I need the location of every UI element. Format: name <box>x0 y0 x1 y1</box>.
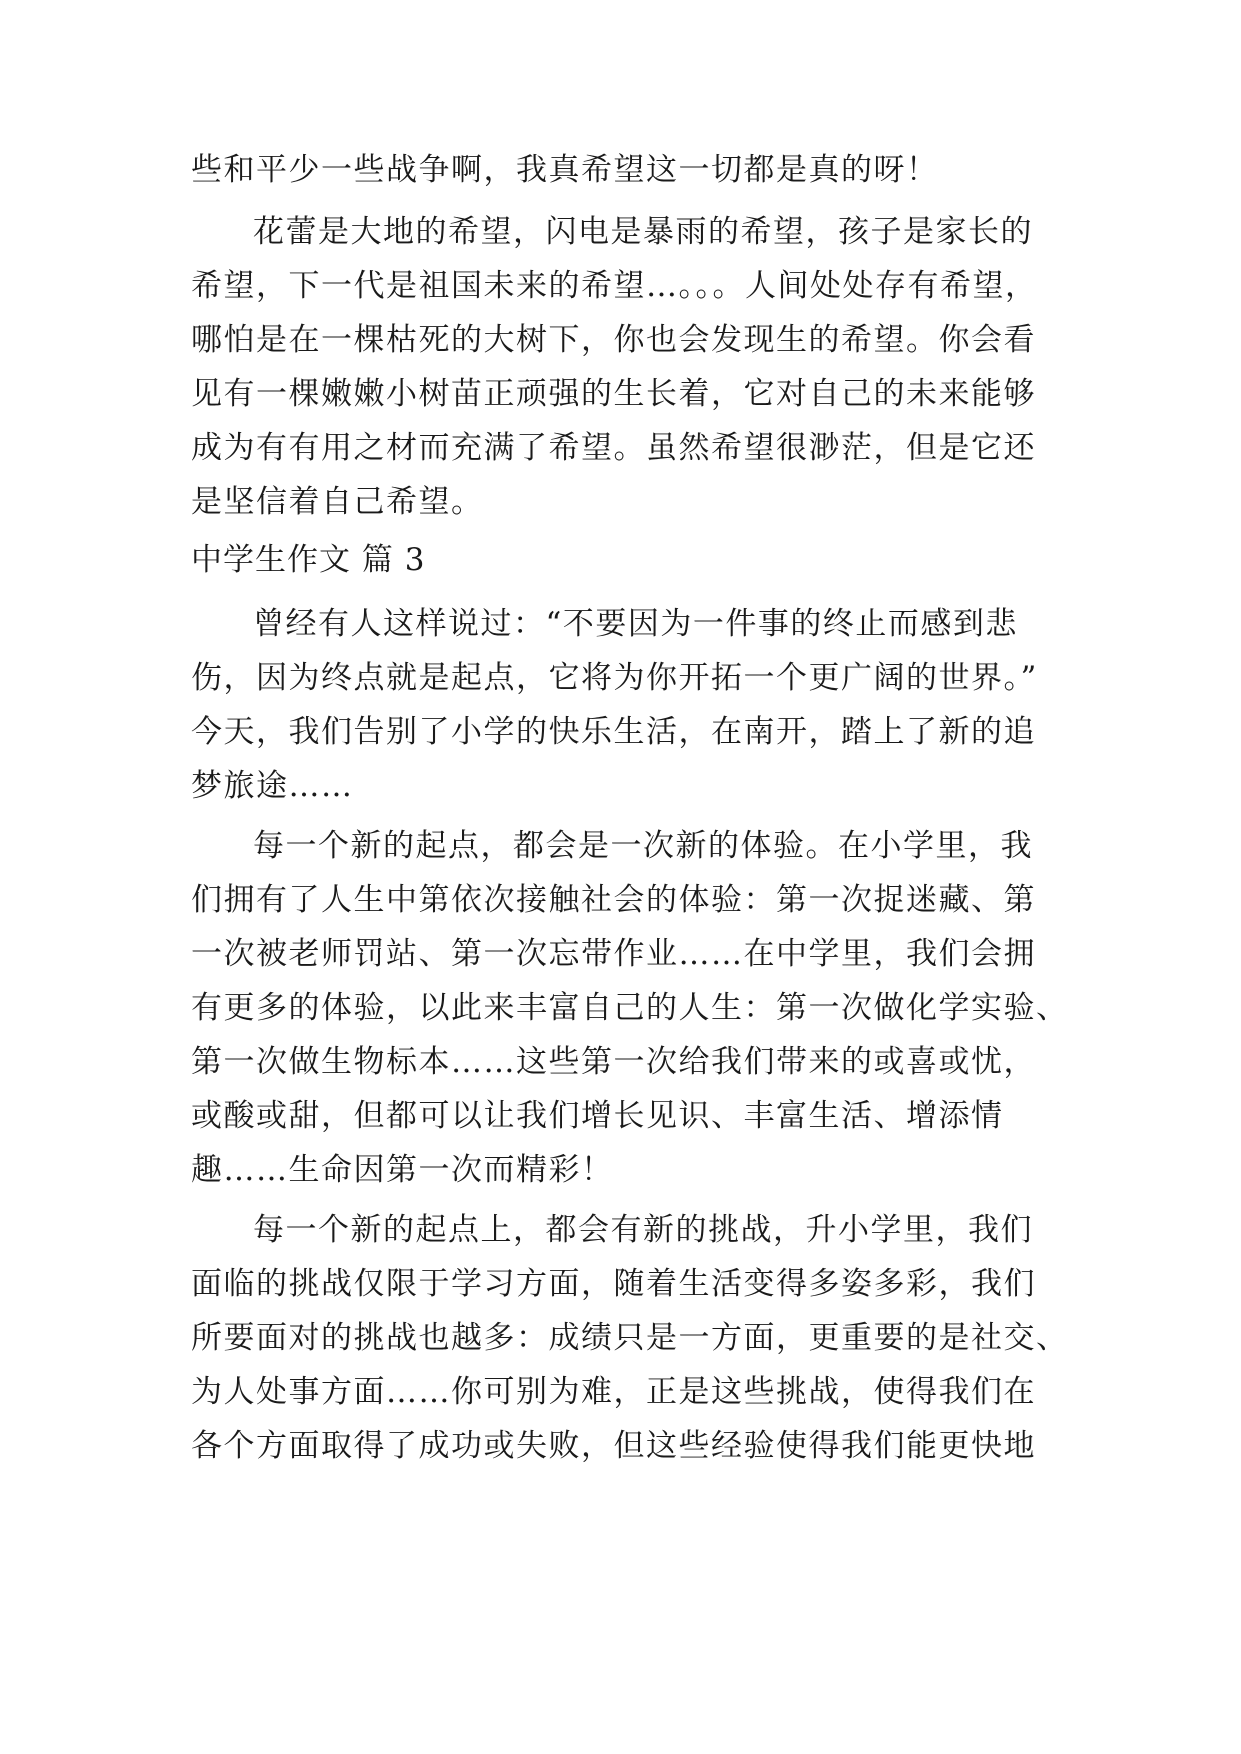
text-line: 所要面对的挑战也越多：成绩只是一方面，更重要的是社交、 <box>191 1320 1069 1356</box>
text-line: 成为有有用之材而充满了希望。虽然希望很渺茫，但是它还 <box>191 430 1036 466</box>
paragraph-first-line: 每一个新的起点上，都会有新的挑战，升小学里，我们 <box>253 1212 1033 1248</box>
text-line: 有更多的体验，以此来丰富自己的人生：第一次做化学实验、 <box>191 990 1069 1026</box>
text-line: 趣……生命因第一次而精彩！ <box>191 1152 614 1188</box>
text-line: 今天，我们告别了小学的快乐生活，在南开，踏上了新的追 <box>191 714 1036 750</box>
text-line: 各个方面取得了成功或失败，但这些经验使得我们能更快地 <box>191 1428 1036 1464</box>
paragraph-first-line: 花蕾是大地的希望，闪电是暴雨的希望，孩子是家长的 <box>253 214 1033 250</box>
paragraph-first-line: 曾经有人这样说过：“不要因为一件事的终止而感到悲 <box>253 606 1018 642</box>
text-line: 些和平少一些战争啊，我真希望这一切都是真的呀！ <box>191 152 939 188</box>
text-line: 一次被老师罚站、第一次忘带作业……在中学里，我们会拥 <box>191 936 1036 972</box>
text-line: 伤，因为终点就是起点，它将为你开拓一个更广阔的世界。” <box>191 660 1038 696</box>
text-line: 希望，下一代是祖国未来的希望…。。。人间处处存有希望， <box>191 268 1038 304</box>
section-heading: 中学生作文 篇 3 <box>191 542 426 578</box>
text-line: 为人处事方面……你可别为难，正是这些挑战，使得我们在 <box>191 1374 1036 1410</box>
text-line: 哪怕是在一棵枯死的大树下，你也会发现生的希望。你会看 <box>191 322 1036 358</box>
text-line: 面临的挑战仅限于学习方面，随着生活变得多姿多彩，我们 <box>191 1266 1036 1302</box>
paragraph-first-line: 每一个新的起点，都会是一次新的体验。在小学里，我 <box>253 828 1033 864</box>
text-line: 是坚信着自己希望。 <box>191 484 484 520</box>
text-line: 第一次做生物标本……这些第一次给我们带来的或喜或忧， <box>191 1044 1036 1080</box>
text-line: 们拥有了人生中第依次接触社会的体验：第一次捉迷藏、第 <box>191 882 1036 918</box>
text-line: 见有一棵嫩嫩小树苗正顽强的生长着，它对自己的未来能够 <box>191 376 1036 412</box>
text-line: 或酸或甜，但都可以让我们增长见识、丰富生活、增添情 <box>191 1098 1004 1134</box>
text-line: 梦旅途…… <box>191 768 354 804</box>
